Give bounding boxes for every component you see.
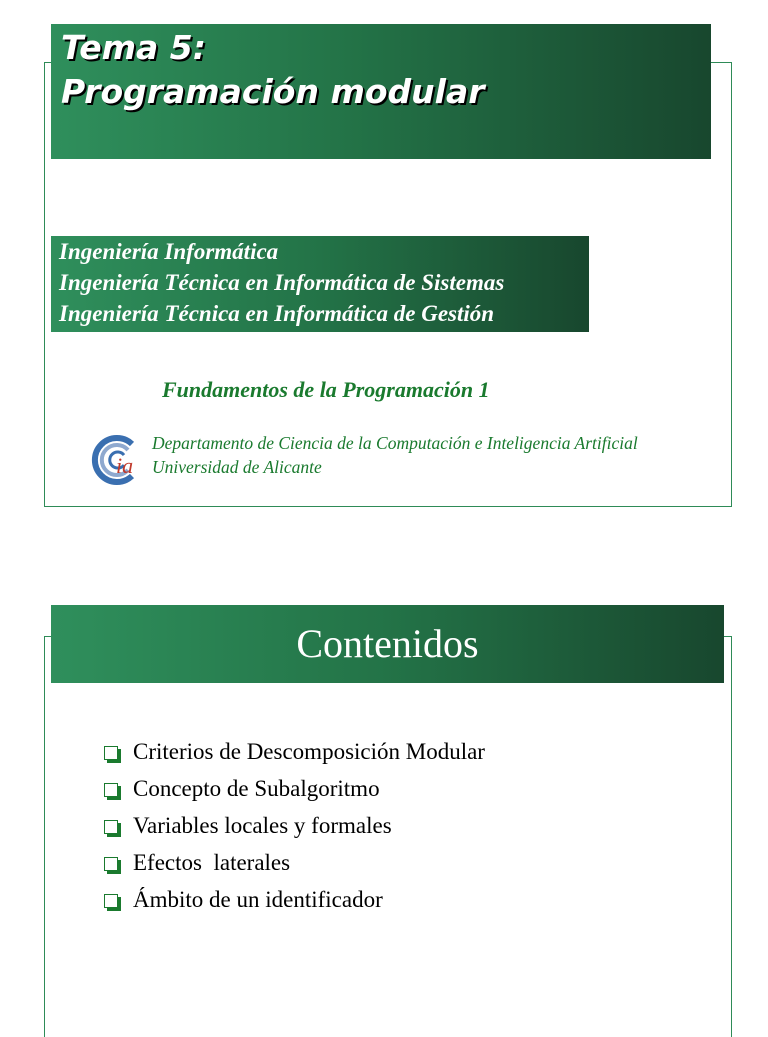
checkbox-bullet-icon [104, 820, 118, 834]
list-item [104, 770, 485, 807]
degree-line: Ingeniería Técnica en Informática de Gestión [59, 301, 495, 326]
list-item [104, 807, 485, 844]
title-line-topic: Tema 5: [61, 28, 206, 67]
list-item-label: Variables locales y formales [133, 812, 392, 838]
checkbox-bullet-icon [104, 894, 118, 908]
list-item-label: Concepto de Subalgoritmo [133, 775, 380, 801]
degree-line: Ingeniería Técnica en Informática de Sistemas [59, 270, 505, 295]
checkbox-bullet-icon [104, 746, 118, 760]
title-line-subject: Programación modular [61, 72, 485, 111]
degree-line: Ingeniería Informática [59, 239, 279, 264]
list-item [104, 733, 485, 770]
title-banner [51, 24, 711, 159]
course-name: Fundamentos de la Programación 1 [162, 377, 490, 402]
degrees-banner [51, 236, 589, 332]
list-item-label: Criterios de Descomposición Modular [133, 738, 485, 764]
contents-list [104, 733, 485, 918]
logo-letters: ia [116, 453, 134, 478]
checkbox-bullet-icon [104, 857, 118, 871]
department-name: Departamento de Ciencia de la Computación e Inteligencia Artificial [152, 433, 638, 453]
list-item-label: Efectos laterales [133, 849, 291, 875]
list-item-label: Ámbito de un identificador [133, 886, 383, 912]
list-item [104, 881, 485, 918]
department-logo-icon [88, 432, 144, 488]
list-item [104, 844, 485, 881]
contents-banner [51, 605, 724, 683]
checkbox-bullet-icon [104, 783, 118, 797]
university-name: Universidad de Alicante [152, 457, 322, 477]
contents-title: Contenidos [296, 621, 479, 666]
